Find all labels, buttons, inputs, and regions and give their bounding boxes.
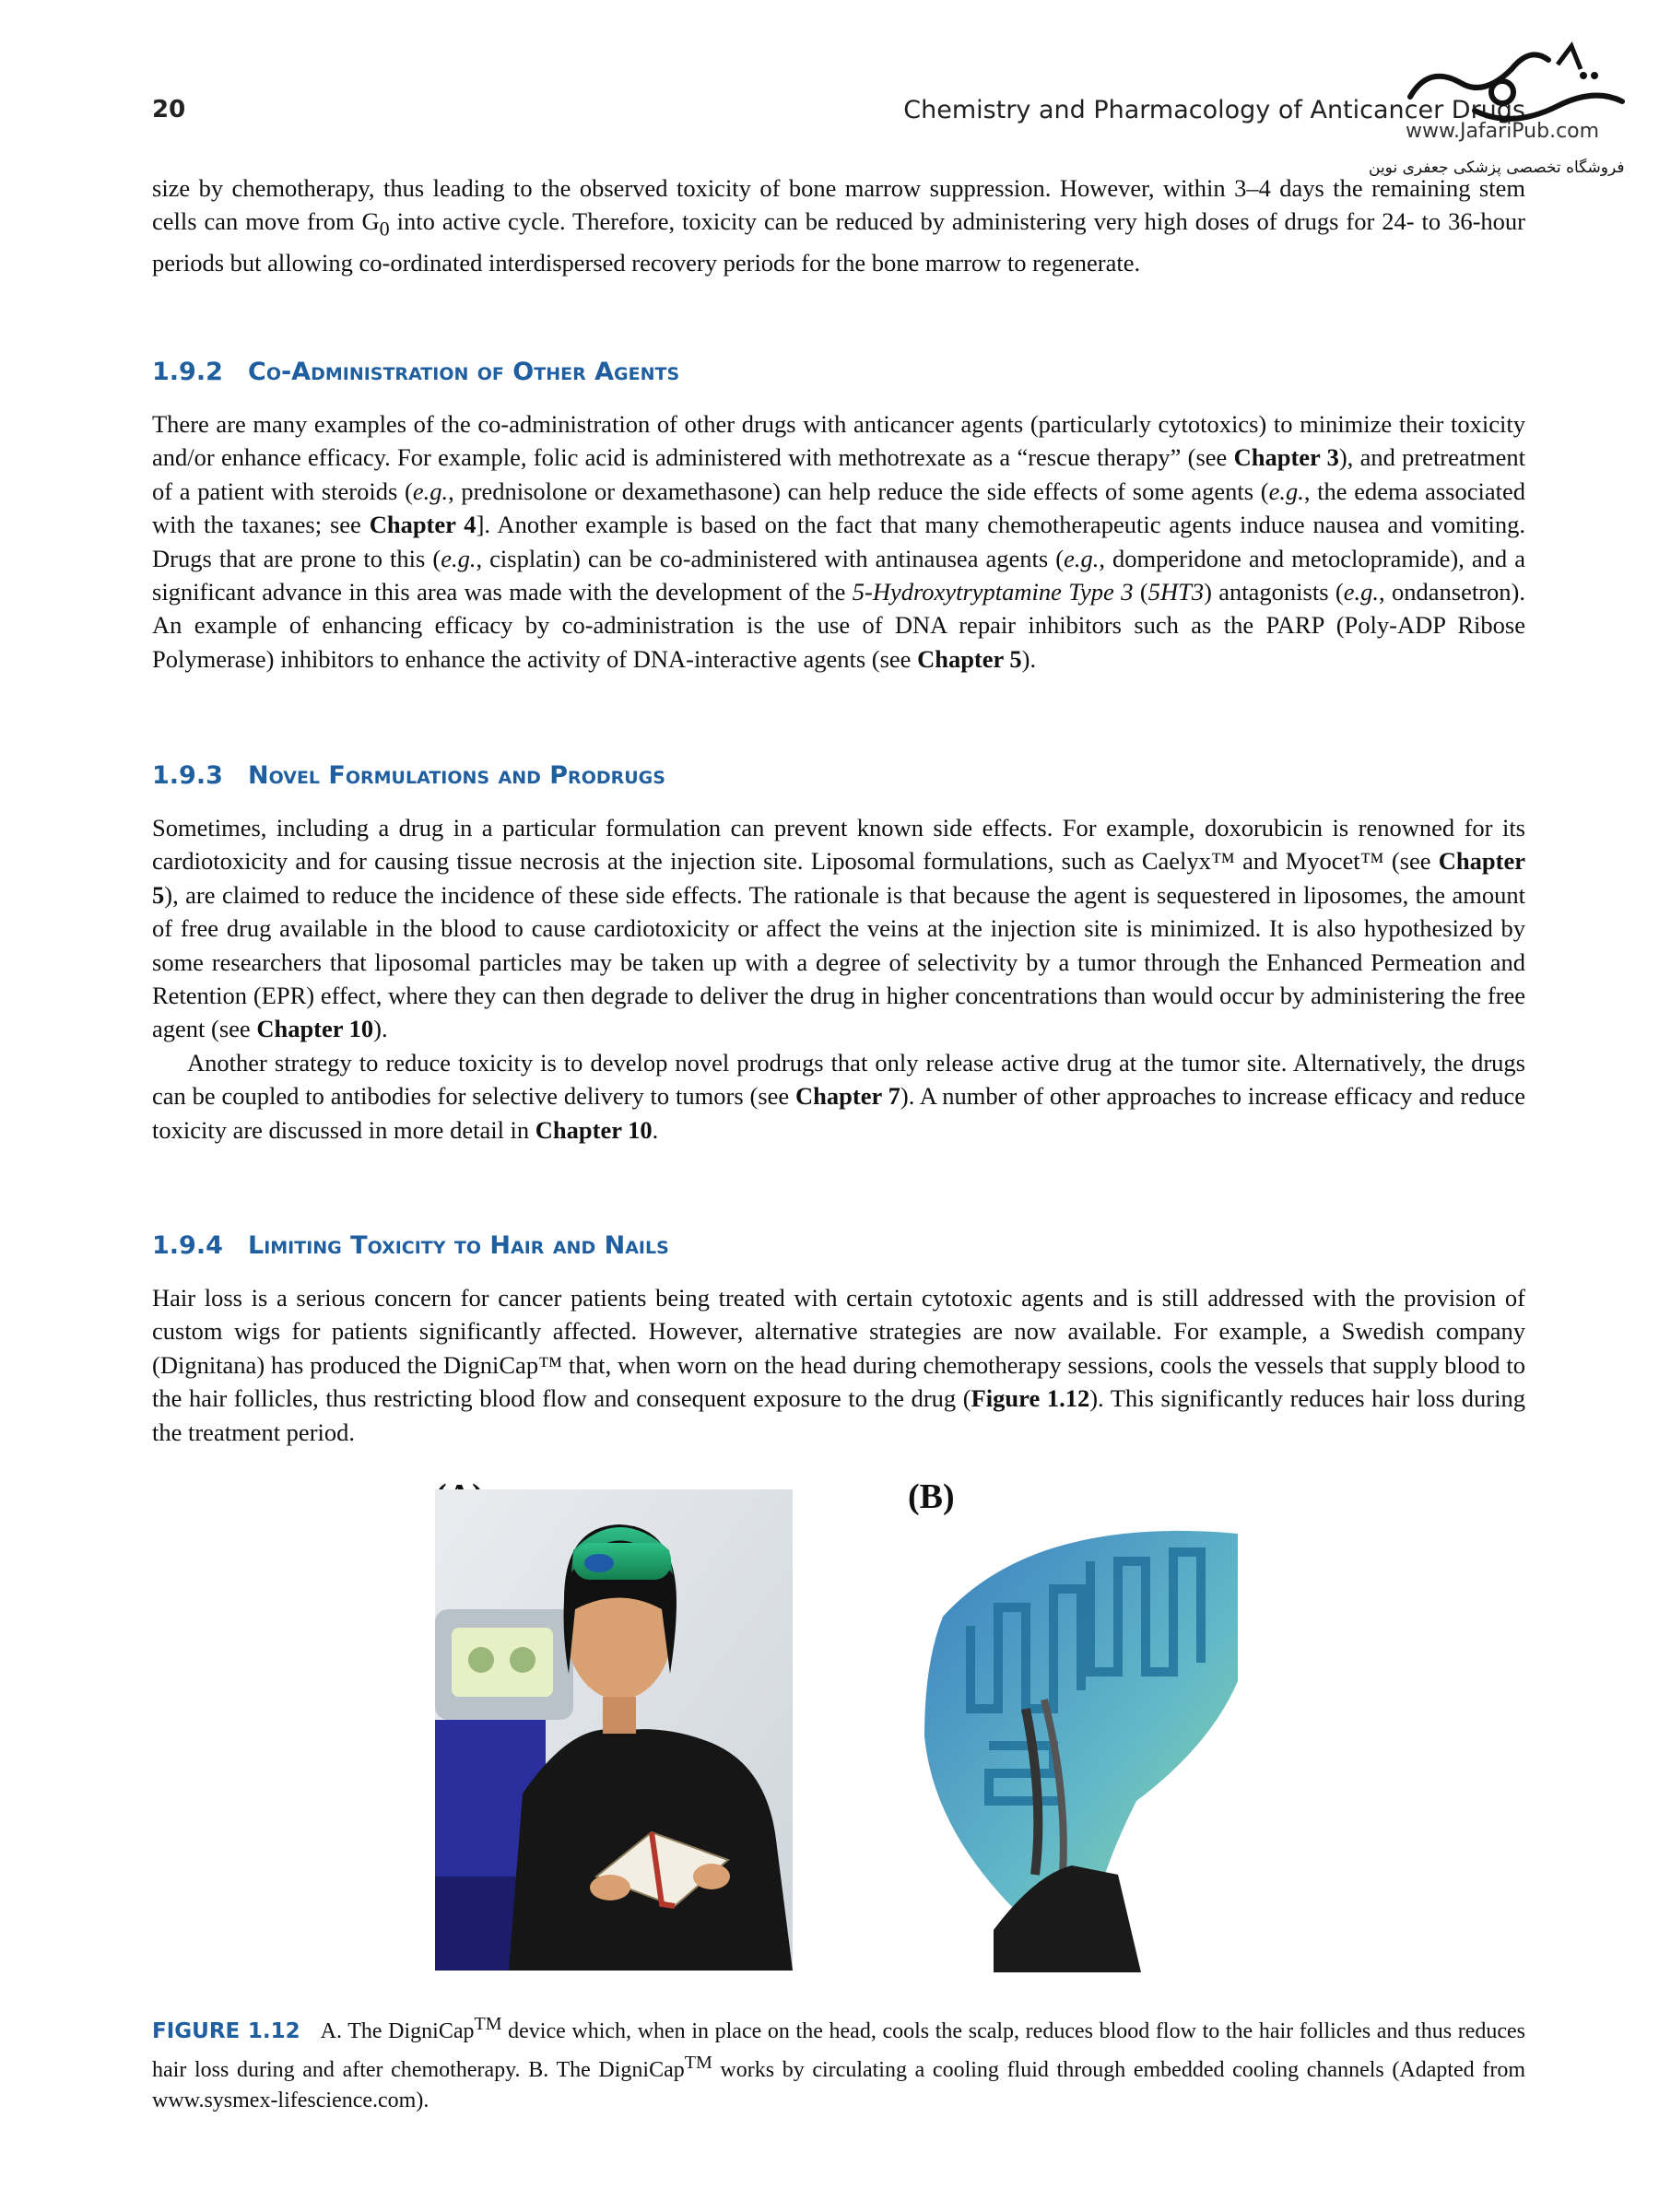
- section-heading-193: [152, 761, 665, 790]
- running-head: Chemistry and Pharmacology of Anticancer Drugs: [903, 96, 1525, 124]
- diagram-cooling-cap-channels: [906, 1524, 1249, 1972]
- section-heading-194: [152, 1231, 669, 1260]
- section-title: Novel Formulations and Prodrugs: [248, 761, 665, 790]
- photo-woman-wearing-cooling-cap: [435, 1489, 793, 1971]
- section-title: Co-Administration of Other Agents: [248, 358, 680, 386]
- section-number: 1.9.2: [152, 358, 223, 386]
- publisher-url: www.JafariPub.com: [1406, 120, 1600, 143]
- intro-paragraph: size by chemotherapy, thus leading to the observed toxicity of bone marrow suppression. However, within 3–4 days the remaining stem cells can move from $G_0$ into active cycle. Therefore, toxicity can be reduced by administering very high doses of drugs for 24- to 36-hour periods but allowing co-ordinated interdispersed recovery periods for the bone marrow to regenerate.: [152, 174, 1525, 277]
- section-number: 1.9.4: [152, 1231, 223, 1260]
- section-193-body: Sometimes, including a drug in a particular formulation can prevent known side effects. For example, doxorubicin is renowned for its cardiotoxicity and for causing tissue necrosis at the injection site. Liposomal formulations, such as Caelyx™ and Myocet™ (see Chapter 5), are claimed to reduce the incidence of these side effects. The rationale is that because the agent is sequestered in liposomes, the amount of free drug available in the blood to cause cardiotoxicity or affect the veins at the injection site is minimized. It is also hypothesized by some researchers that liposomal particles may be taken up with a degree of selectivity by a tumor through the Enhanced Permeation and Retention (EPR) effect, where they can then degrade to deliver the drug in higher concentrations than would occur by administering the free agent (see Chapter 10). Another strategy to reduce toxicity is to develop novel prodrugs that only release active drug at the tumor site. Alternatively, the drugs can be coupled to antibodies for selective delivery to tumors (see Chapter 7). A number of other approaches to increase efficacy and reduce toxicity are discussed in more detail in Chapter 10.: [152, 814, 1525, 1144]
- page-number: 20: [152, 96, 186, 124]
- section-heading-192: [152, 358, 679, 386]
- section-title: Limiting Toxicity to Hair and Nails: [248, 1231, 669, 1260]
- figure-caption: FIGURE 1.12 A. The DigniCap™ device which, when in place on the head, cools the scalp, reduces blood flow to the hair follicles and thus reduces hair loss during and after chemotherapy. B. The DigniCap™ works by circulating a cooling fluid through embedded cooling channels (Adapted from www.sysmex-lifescience.com).: [152, 2014, 1525, 2112]
- section-194-body: Hair loss is a serious concern for cancer patients being treated with certain cytotoxic agents and is still addressed with the provision of custom wigs for patients significantly affected. However, alternative strategies are now available. For example, a Swedish company (Dignitana) has produced the DigniCap™ that, when worn on the head during chemotherapy sessions, cools the vessels that supply blood to the hair follicles, thus restricting blood flow and consequent exposure to the drug (Figure 1.12). This significantly reduces hair loss during the treatment period.: [152, 1284, 1525, 1446]
- publisher-tagline: فروشگاه تخصصی پزشکی جعفری نوین: [1369, 159, 1625, 177]
- figure-caption-label: FIGURE 1.12: [152, 2019, 300, 2043]
- section-192-body: There are many examples of the co-administration of other drugs with anticancer agents (particularly cytotoxics) to minimize their toxicity and/or enhance efficacy. For example, folic acid is administered with methotrexate as a “rescue therapy” (see Chapter 3), and pretreatment of a patient with steroids (e.g., prednisolone or dexamethasone) can help reduce the side effects of some agents (e.g., the edema associated with the taxanes; see Chapter 4]. Another example is based on the fact that many chemotherapeutic agents induce nausea and vomiting. Drugs that are prone to this (e.g., cisplatin) can be co-administered with antinausea agents (e.g., domperidone and metoclopramide), and a significant advance in this area was made with the development of the 5-Hydroxytryptamine Type 3 (5HT3) antagonists (e.g., ondansetron). An example of enhancing efficacy by co-administration is the use of DNA repair inhibitors such as the PARP (Poly-ADP Ribose Polymerase) inhibitors to enhance the activity of DNA-interactive agents (see Chapter 5).: [152, 410, 1526, 673]
- section-number: 1.9.3: [152, 761, 223, 790]
- figure-label-b: (B): [908, 1477, 955, 1516]
